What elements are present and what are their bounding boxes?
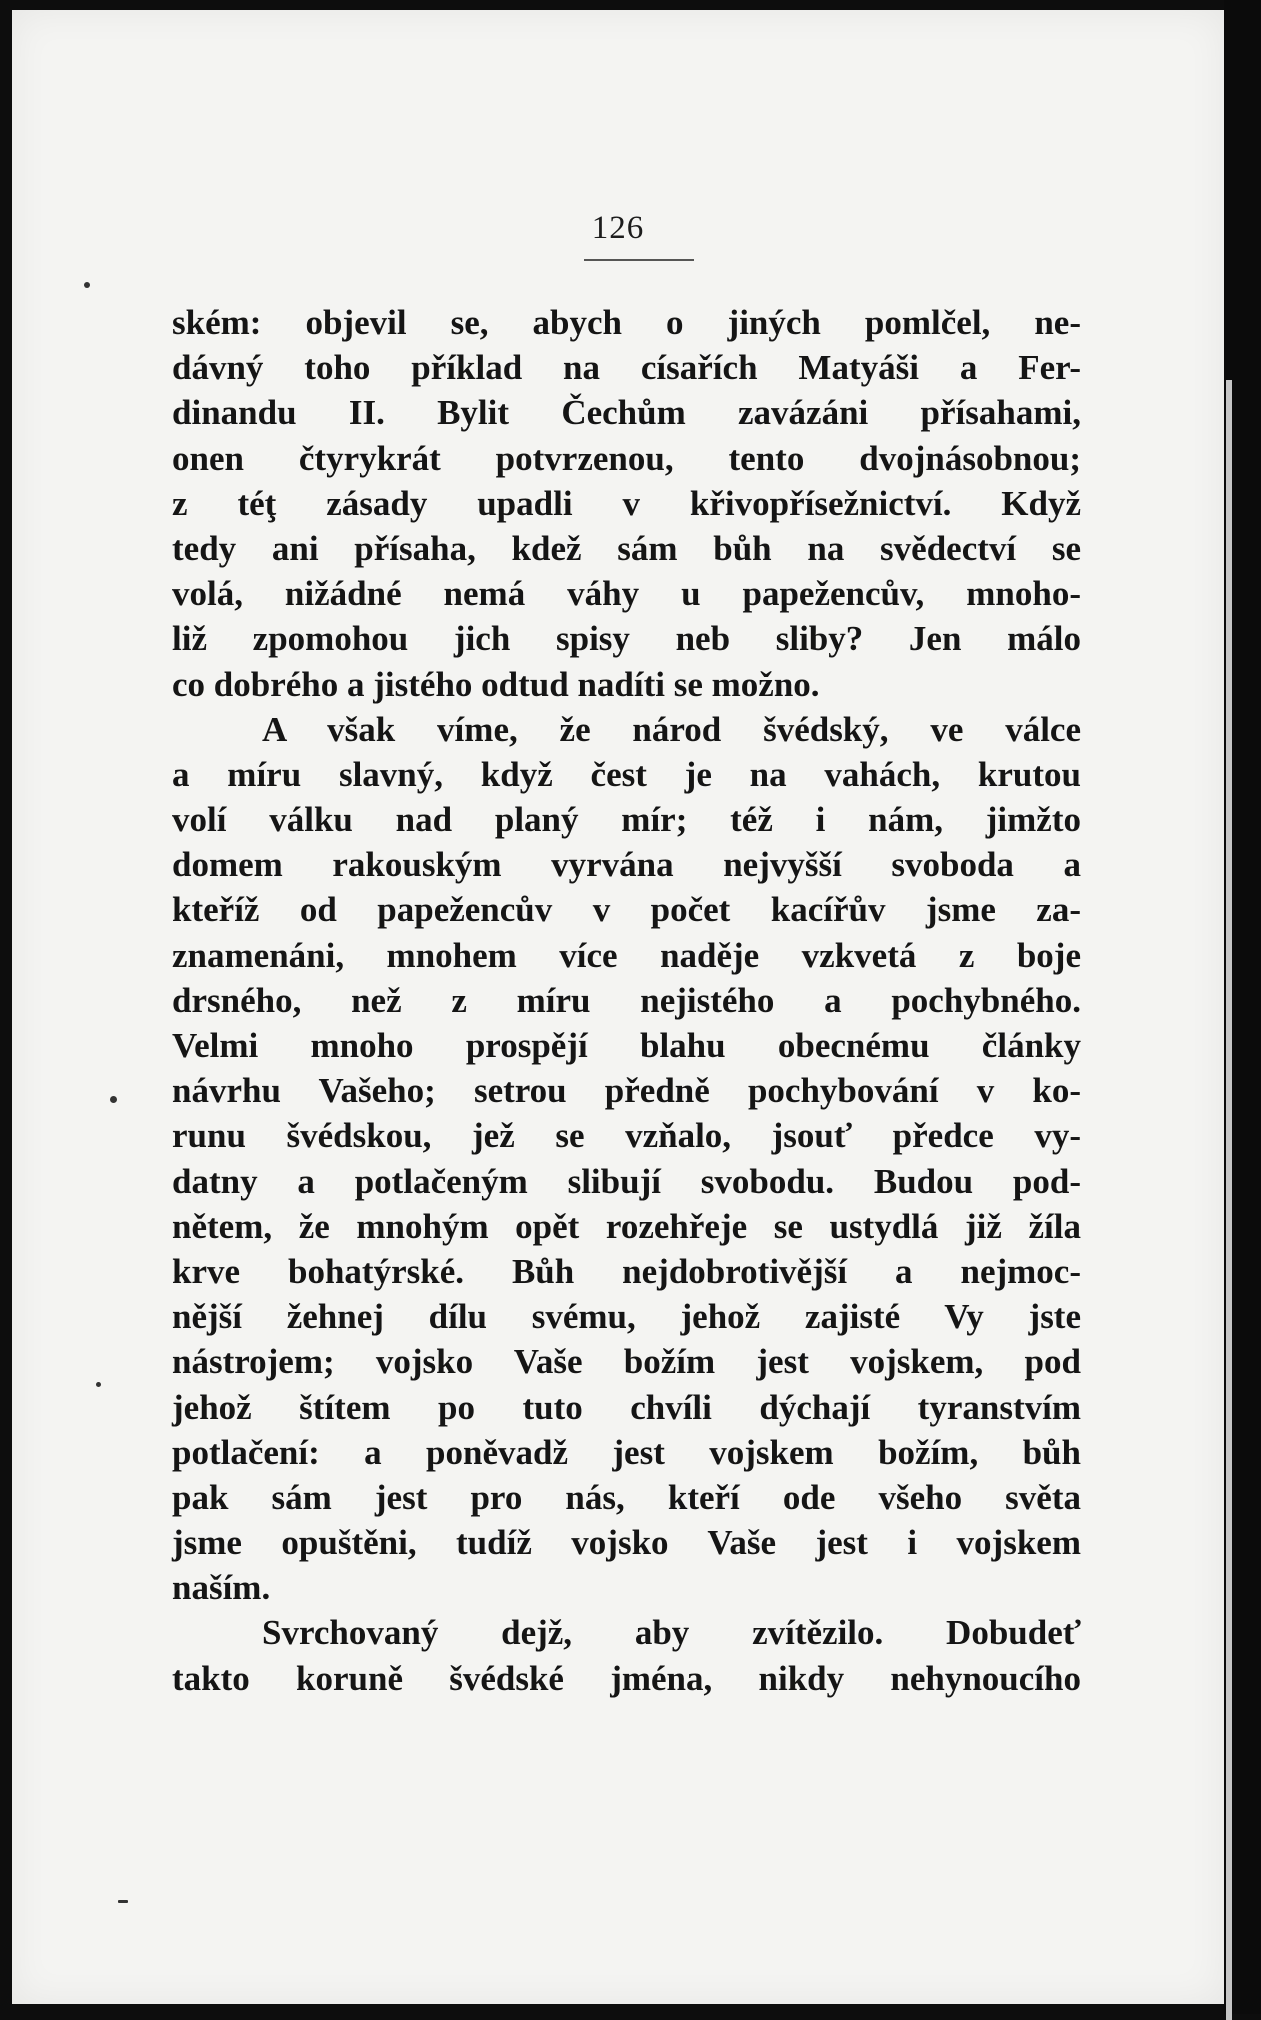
print-speck xyxy=(118,1900,128,1903)
text-line: tedy ani přísaha, kdež sám bůh na svědectví se xyxy=(172,528,1081,568)
text-line: drsného, než z míru nejistého a pochybného. xyxy=(172,980,1081,1020)
text-line: krve bohatýrské. Bůh nejdobrotivější a nejmoc- xyxy=(172,1251,1081,1291)
text-line: liž zpomohou jich spisy neb sliby? Jen málo xyxy=(172,619,1081,659)
page-number: 126 xyxy=(591,210,645,246)
book-page xyxy=(12,10,1224,2004)
text-line: jehož štítem po tuto chvíli dýchají tyranstvím xyxy=(172,1387,1081,1427)
text-line: takto koruně švédské jména, nikdy nehynoucího xyxy=(172,1658,1081,1698)
text-line: Svrchovaný dejž, aby zvítězilo. Dobudeť xyxy=(262,1613,1081,1653)
text-line: kteříž od papežencův v počet kacířův jsme za- xyxy=(172,890,1081,930)
text-line: pak sám jest pro nás, kteří ode všeho světa xyxy=(172,1477,1081,1517)
text-line: volí válku nad planý mír; též i nám, jimžto xyxy=(172,800,1081,840)
body-text xyxy=(172,300,1081,1701)
text-line: z téţ zásady upadli v křivopřísežnictví. Když xyxy=(172,483,1081,523)
binding-edge xyxy=(1226,380,1232,2020)
text-line: datny a potlačeným slibují svobodu. Budou pod- xyxy=(172,1161,1081,1201)
text-line: a míru slavný, když čest je na vahách, krutou xyxy=(172,754,1081,794)
print-speck xyxy=(84,282,90,288)
text-line: znamenáni, mnohem více naděje vzkvetá z boje xyxy=(172,935,1081,975)
page-number-rule xyxy=(584,259,694,261)
text-line: Velmi mnoho prospějí blahu obecnému články xyxy=(172,1026,1081,1065)
text-line: onen čtyrykrát potvrzenou, tento dvojnásobnou; xyxy=(172,438,1081,478)
text-line: nější žehnej dílu svému, jehož zajisté Vy jste xyxy=(172,1297,1081,1337)
text-line: dávný toho příklad na císařích Matyáši a Fer- xyxy=(172,348,1081,388)
print-speck xyxy=(110,1096,117,1103)
text-line: návrhu Vašeho; setrou předně pochybování v ko- xyxy=(172,1071,1081,1111)
text-line: dinandu II. Bylit Čechům zavázáni přísahami, xyxy=(172,393,1081,433)
text-line: naším. xyxy=(172,1568,271,1608)
text-line: volá, nižádné nemá váhy u papežencův, mnoho- xyxy=(172,574,1081,614)
text-line: nástrojem; vojsko Vaše božím jest vojskem, pod xyxy=(172,1342,1081,1382)
text-line: jsme opuštěni, tudíž vojsko Vaše jest i vojskem xyxy=(172,1523,1081,1563)
text-line: domem rakouským vyrvána nejvyšší svoboda a xyxy=(172,845,1081,885)
text-line: co dobrého a jistého odtud nadíti se možno. xyxy=(172,664,820,704)
text-line: runu švédskou, jež se vzňalo, jsouť předce vy- xyxy=(172,1116,1081,1156)
text-line: potlačení: a poněvadž jest vojskem božím, bůh xyxy=(172,1432,1081,1472)
print-speck xyxy=(96,1382,101,1387)
text-line: ském: objevil se, abych o jiných pomlčel, ne- xyxy=(172,303,1081,342)
text-line: A však víme, že národ švédský, ve válce xyxy=(262,709,1081,749)
text-line: nětem, že mnohým opět rozehřeje se ustydlá již žíla xyxy=(172,1206,1081,1246)
